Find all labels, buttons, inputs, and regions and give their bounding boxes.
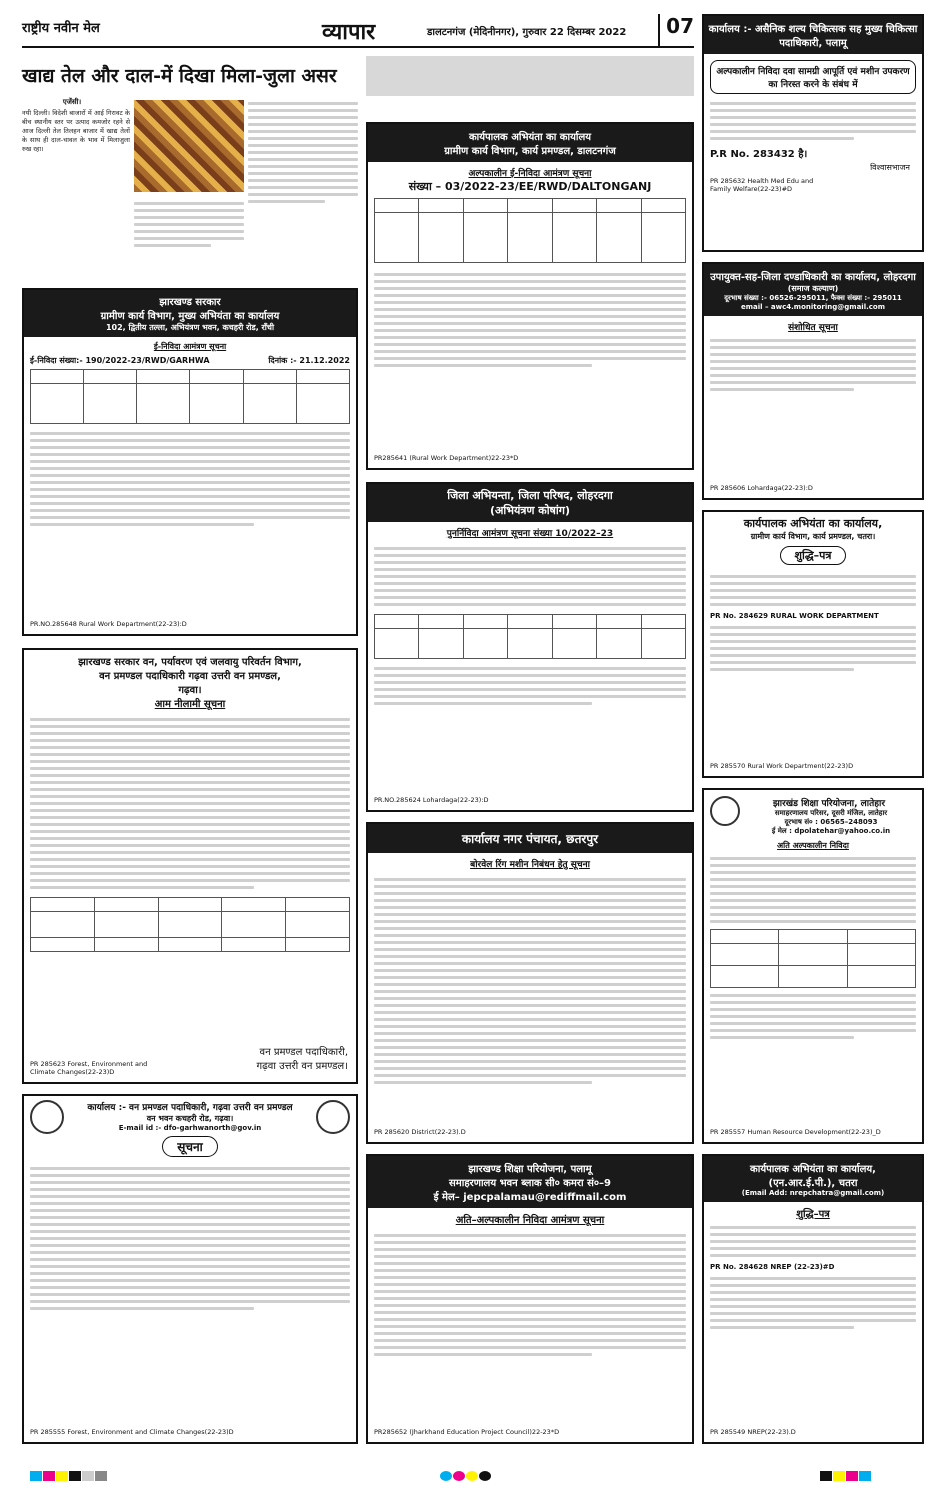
ad-body: [24, 1161, 356, 1316]
emblem-icon: [30, 1100, 64, 1134]
pr-number: PR No. 284629 RURAL WORK DEPARTMENT: [710, 612, 879, 620]
notice-title: ई-निविदा आमंत्रण सूचना: [153, 342, 227, 351]
tender-number: ई-निविदा संख्या:- 190/2022-23/RWD/GARHWA: [30, 356, 210, 365]
ad-jepc-latehar: [702, 788, 924, 1144]
ad-rwd-chatra: [702, 510, 924, 778]
registration-bar-center: [440, 1466, 492, 1476]
sub-label: (समाज कल्याण): [787, 284, 839, 293]
phone-label: दूरभाष सं० : 06565–248093: [784, 818, 878, 826]
dept-label: झारखण्ड सरकार वन, पर्यावरण एवं जलवायु परिवर्तन विभाग,: [78, 657, 302, 668]
office-label: वन प्रमण्डल पदाधिकारी गढ़वा उत्तरी वन प्रमण्डल,: [99, 671, 281, 682]
notice-title: शुद्धि–पत्र: [796, 1209, 830, 1220]
ad-code: PR 285623 Forest, Environment and Climate Changes(22-23)D: [30, 1060, 148, 1076]
sign-line-1: वन प्रमण्डल पदाधिकारी,: [259, 1047, 348, 1058]
newspaper-logo: राष्ट्रीय नवीन मेल: [22, 21, 100, 36]
notice-title: आम नीलामी सूचना: [154, 699, 226, 710]
ad-code: PR 285632 Health Med Edu and Family Welfare(22-23)#D: [710, 177, 814, 193]
ad-body: [24, 710, 356, 897]
ad-body: [704, 96, 922, 146]
notice-title: संशोधित सूचना: [788, 323, 838, 333]
dept-label: झारखण्ड शिक्षा परियोजना, पलामू: [468, 1164, 592, 1175]
ad-code: PR 285620 District(22-23).D: [374, 1128, 466, 1136]
ad-nrep-chatra: [702, 1154, 924, 1444]
notice-title: शुद्धि–पत्र: [780, 546, 847, 565]
ad-health-palamu: [702, 14, 924, 252]
registration-bar-right: [820, 1466, 872, 1476]
tender-date: दिनांक :- 21.12.2022: [268, 356, 350, 365]
govt-label: झारखण्ड सरकार: [159, 297, 221, 308]
ad-code: PR.NO.285624 Lohardaga(22-23):D: [374, 796, 489, 804]
page-number: 07: [658, 14, 694, 46]
sign-line-2: गढ़वा उत्तरी वन प्रमण्डल।: [256, 1061, 348, 1072]
sub-label: ग्रामीण कार्य विभाग, कार्य प्रमण्डल, डालटनगंज: [444, 146, 616, 157]
email-label: (Email Add: nrepchatra@gmail.com): [741, 1189, 885, 1197]
ad-table: [704, 929, 922, 988]
ad-jharkhand-rwd: [22, 288, 358, 636]
pr-number: P.R No. 283432 है।: [710, 149, 808, 160]
ad-jepc-palamu: [366, 1154, 694, 1444]
news-byline: एजेंसी।: [62, 98, 82, 106]
notice-title: अल्पकालीन निविदा दवा सामग्री आपूर्ति एवं मशीन उपकरण का निरस्त करने के संबंध में: [710, 60, 916, 94]
news-lead: नयी दिल्ली। विदेशी बाजारों में आई गिरावट के बीच स्थानीय स्तर पर उत्पाद कमजोर रहने से आज दिल्ली तेल तिलहन बाजार में खाद्य तेलों के साथ ही दाल-चावल के भाव में मिलाजुला रुख रहा।: [22, 109, 130, 153]
ad-code: PR.NO.285648 Rural Work Department(22-23):D: [30, 620, 187, 628]
ad-forest-garhwa: [22, 648, 358, 1084]
sub-label: (अभियंत्रण कोषांग): [490, 504, 570, 517]
email-label: email – awc4.monitoring@gmail.com: [740, 303, 886, 311]
email-label: ई मेल– jepcpalamau@rediffmail.com: [433, 1192, 627, 1203]
ad-body: [368, 1226, 692, 1364]
pr-number: PR No. 284628 NREP (22-23)#D: [710, 1263, 835, 1271]
dept-label: कार्यपालक अभियंता का कार्यालय,: [743, 517, 883, 530]
notice-number: संख्या – 03/2022-23/EE/RWD/DALTONGANJ: [408, 180, 652, 193]
ad-rwd-daltonganj: [366, 122, 694, 470]
dateline: डालटनगंज (मेदिनीनगर), गुरुवार 22 दिसम्बर 2022: [427, 27, 627, 38]
ad-nagar-panchayat: [366, 822, 694, 1144]
ad-code: PR285652 (Jharkhand Education Project Council)22-23*D: [374, 1428, 560, 1436]
notice-title: अल्पकालीन ई-निविदा आमंत्रण सूचना: [468, 169, 592, 179]
ad-code: PR285641 (Rural Work Department)22-23*D: [374, 454, 519, 462]
ad-body: [368, 870, 692, 1092]
ad-dc-lohardaga: [702, 262, 924, 500]
email-label: E-mail id :- dfo-garhwanorth@gov.in: [118, 1124, 262, 1132]
phone-label: दूरभाष संख्या :- 06526-295011, फैक्स संख्या :- 295011: [724, 294, 902, 302]
masthead: [22, 14, 694, 48]
main-headline: खाद्य तेल और दाल-में दिखा मिला-जुला असर: [22, 65, 337, 87]
news-column-2: [134, 198, 244, 251]
jepc-logo-icon: [710, 796, 740, 826]
address-label: वन भवन कचहरी रोड, गढ़वा।: [146, 1114, 234, 1123]
notice-title: बोरवेल रिंग मशीन निबंधन हेतु सूचना: [470, 860, 590, 870]
sub-label: ग्रामीण कार्य विभाग, कार्य प्रमण्डल, चतरा।: [750, 532, 876, 541]
notice-title: पुनर्निविदा आमंत्रण सूचना संख्या 10/2022–23: [446, 529, 614, 539]
ad-body: [368, 267, 692, 373]
ad-body: [368, 539, 692, 614]
notice-title: सूचना: [162, 1136, 218, 1157]
highlight-strip: [366, 56, 694, 96]
ad-code: PR 285570 Rural Work Department(22-23)D: [710, 762, 854, 770]
notice-title: अति अल्पकालीन निविदा: [777, 841, 849, 850]
ad-zila-parishad: [366, 482, 694, 812]
dept-label: उपायुक्त-सह-जिला दण्डाधिकारी का कार्यालय, लोहरदगा: [710, 272, 916, 283]
ad-code: PR 285555 Forest, Environment and Climate Changes(22-23)D: [30, 1428, 234, 1436]
news-column-3: [248, 98, 358, 207]
ad-code: PR 285557 Human Resource Development(22-23)_D: [710, 1128, 881, 1136]
sign-label: विश्वासभाजन: [870, 163, 910, 172]
notice-title: अति–अल्पकालीन निविदा आमंत्रण सूचना: [455, 1215, 605, 1226]
ad-body: [24, 424, 356, 534]
ad-body: [704, 851, 922, 929]
email-label: ई मेल : dpolatehar@yahoo.co.in: [771, 827, 891, 835]
dept-label: कार्यालय नगर पंचायत, छतरपुर: [368, 824, 692, 853]
ad-table: [24, 897, 356, 952]
forest-seal-icon: [316, 1100, 350, 1134]
ad-body: [704, 333, 922, 397]
registration-bar-left: [30, 1466, 108, 1476]
ad-govt: [24, 290, 356, 337]
dept-label: ग्रामीण कार्य विभाग, मुख्य अभियंता का कार्यालय: [100, 311, 280, 322]
dept-label: जिला अभियन्ता, जिला परिषद, लोहरदगा: [447, 489, 613, 502]
dept-label: कार्यालय :- वन प्रमण्डल पदाधिकारी, गढ़वा उत्तरी वन प्रमण्डल: [87, 1103, 293, 1113]
ad-body: [704, 569, 922, 612]
ad-table: [368, 194, 692, 267]
news-photo: [134, 100, 244, 192]
address-label: 102, द्वितीय तल्ला, अभियंत्रण भवन, कचहरी रोड, राँची: [105, 323, 275, 332]
place-label: गढ़वा।: [178, 685, 202, 696]
ad-code: PR 285549 NREP(22-23).D: [710, 1428, 796, 1436]
address-label: समाहरणालय परिसर, दूसरी मंजिल, लातेहार: [774, 809, 888, 817]
news-article: [22, 98, 358, 278]
dept-label: कार्यालय :- असैनिक शल्य चिकित्सक सह मुख्य चिकित्सा पदाधिकारी, पलामू: [704, 16, 922, 54]
dept-label: कार्यपालक अभियंता का कार्यालय: [468, 132, 592, 143]
ad-code: PR 285606 Lohardaga(22-23):D: [710, 484, 813, 492]
dept-label: कार्यपालक अभियंता का कार्यालय,: [750, 1164, 876, 1175]
ad-table: [24, 369, 356, 424]
address-label: समाहरणालय भवन ब्लाक सी० कमरा सं०–9: [448, 1178, 611, 1189]
dept-label: झारखंड शिक्षा परियोजना, लातेहार: [772, 799, 886, 809]
ad-body: [704, 1220, 922, 1263]
ad-table: [368, 614, 692, 659]
sub-label: (एन.आर.ई.पी.), चतरा: [768, 1178, 858, 1189]
ad-forest-garhwa-notice: [22, 1094, 358, 1444]
section-title: व्यापार: [322, 19, 376, 45]
